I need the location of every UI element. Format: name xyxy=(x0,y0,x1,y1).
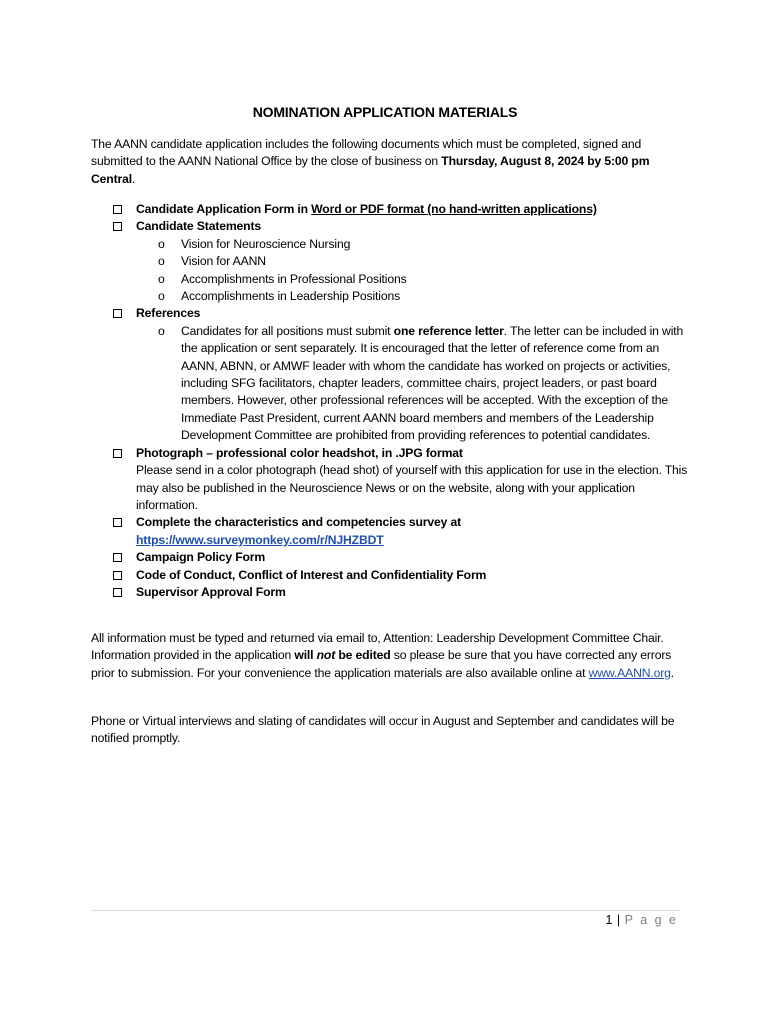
materials-checklist xyxy=(112,201,692,601)
checklist-item-campaign xyxy=(112,549,692,566)
emphasis-edited: be edited xyxy=(335,648,391,663)
bullet-icon: o xyxy=(158,289,165,304)
item-description: Please send in a color photograph (head shot) of yourself with this application for use in the election. This may also be published in the Neuroscience News or on the website, along with your application information. xyxy=(136,463,688,512)
submission-text: All information must be typed and returned via email to, Attention: Leadership Development Committee Chair. Information provided in the application xyxy=(91,631,664,663)
survey-link[interactable]: https://www.surveymonkey.com/r/NJHZBDT xyxy=(136,532,384,547)
submission-end: . xyxy=(670,665,675,680)
submission-text-cont: so please be sure that you have corrected any errors prior to submission. For your convenience the application materials are also available online at xyxy=(91,648,672,680)
intro-end: . xyxy=(131,171,136,186)
item-label: Code of Conduct, Conflict of Interest and Confidentiality Form xyxy=(136,567,487,582)
sub-item xyxy=(112,253,692,270)
sub-item-text: Accomplishments in Leadership Positions xyxy=(181,289,401,304)
checklist-item-conduct xyxy=(112,567,692,584)
checkbox[interactable] xyxy=(113,309,122,318)
sub-item xyxy=(112,288,692,305)
sub-item-text: Vision for AANN xyxy=(181,254,266,269)
item-label: Candidate Application Form in xyxy=(136,202,312,216)
checklist-item-references xyxy=(112,305,692,322)
sub-item xyxy=(112,236,692,253)
checklist-item-survey xyxy=(112,514,692,549)
checkbox[interactable] xyxy=(113,205,122,214)
reference-text-cont: . The letter can be included in with the application or sent separately. It is encouraged that the letter of reference come from an AANN, ABNN, or AMWF leader with whom the candidate has worked on projects or activities, including SFG facilitators, chapter leaders, committee chairs, project leaders, or past board members. However, other professional references will be accepted. With the exception of the Immediate Past President, current AANN board members and members of the Leadership Development Committee are prohibited from providing references to potential candidates. xyxy=(181,323,684,443)
emphasis-will: will xyxy=(294,648,317,663)
item-label: Supervisor Approval Form xyxy=(136,584,286,599)
reference-text: Candidates for all positions must submit xyxy=(181,323,394,338)
item-label: Campaign Policy Form xyxy=(136,550,266,565)
deadline-text: Thursday, August 8, 2024 by 5:00 pm Central xyxy=(91,154,650,186)
page-title: NOMINATION APPLICATION MATERIALS xyxy=(252,104,518,120)
format-note: Word or PDF format (no hand-written applications) xyxy=(311,202,597,216)
checkbox[interactable] xyxy=(113,449,122,458)
footer-separator: | xyxy=(612,913,625,927)
checklist-item-application-form xyxy=(112,201,692,218)
sub-item-text: Vision for Neuroscience Nursing xyxy=(181,236,351,251)
intro-text: The AANN candidate application includes the following documents which must be completed, signed and submitted to the AANN National Office by the close of business on xyxy=(91,137,642,169)
sub-item xyxy=(112,323,692,445)
bullet-icon: o xyxy=(158,254,165,269)
aann-website-link[interactable]: www.AANN.org xyxy=(588,665,671,680)
sub-item-text: Accomplishments in Professional Positions xyxy=(181,271,407,286)
page-footer xyxy=(560,913,678,927)
checkbox[interactable] xyxy=(113,222,122,231)
bullet-icon: o xyxy=(158,271,165,286)
item-label: Complete the characteristics and competencies survey at xyxy=(136,515,462,530)
submission-paragraph xyxy=(91,630,691,682)
page-number: 1 xyxy=(605,913,613,927)
checkbox[interactable] xyxy=(113,518,122,527)
bullet-icon: o xyxy=(158,236,165,251)
bullet-icon: o xyxy=(158,323,165,338)
item-label: Candidate Statements xyxy=(136,219,261,234)
reference-bold: one reference letter xyxy=(393,323,504,338)
checkbox[interactable] xyxy=(113,588,122,597)
checkbox[interactable] xyxy=(113,571,122,580)
interview-paragraph: Phone or Virtual interviews and slating of candidates will occur in August and September and candidates will be notified promptly. xyxy=(91,714,675,746)
intro-paragraph xyxy=(91,136,691,188)
item-label: References xyxy=(136,306,201,321)
emphasis-not: not xyxy=(316,648,336,663)
checklist-item-supervisor xyxy=(112,584,692,601)
footer-divider xyxy=(91,910,680,911)
page-label: P a g e xyxy=(624,913,678,927)
item-label: Photograph – professional color headshot, in .JPG format xyxy=(136,445,463,460)
sub-item xyxy=(112,271,692,288)
checklist-item-statements xyxy=(112,218,692,235)
checklist-item-photograph xyxy=(112,445,692,515)
checkbox[interactable] xyxy=(113,553,122,562)
